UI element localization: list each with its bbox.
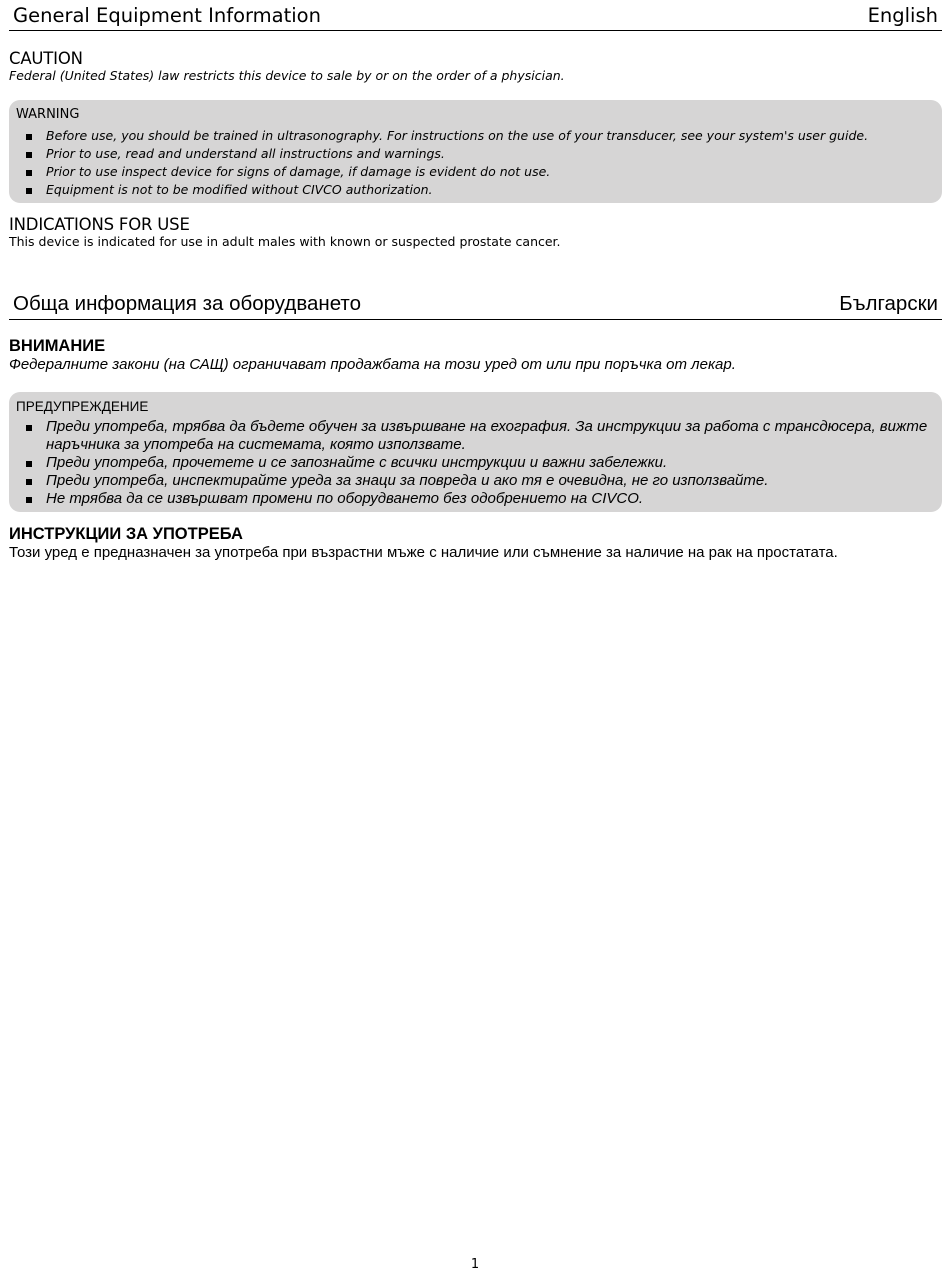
bulgarian-indications — [9, 525, 942, 561]
english-language-label: English — [867, 4, 938, 27]
english-warning-list — [16, 127, 932, 199]
bulgarian-caution-text: Федералните закони (на САЩ) ограничават продажбата на този уред от или при поръчка от лекар. — [9, 356, 736, 373]
list-item — [16, 127, 932, 145]
warning-text: Before use, you should be trained in ultrasonography. For instructions on the use of your transducer, see your system's user guide. — [46, 128, 869, 143]
bulgarian-warning-heading: ПРЕДУПРЕЖДЕНИЕ — [16, 399, 149, 414]
english-section — [9, 0, 942, 31]
bullet-icon — [26, 170, 32, 176]
english-caution — [9, 49, 942, 83]
warning-text: Преди употреба, инспектирайте уреда за знаци за повреда и ако тя е очевидна, не го използвайте. — [46, 472, 769, 489]
english-warning-box — [9, 100, 942, 203]
list-item — [16, 454, 932, 472]
english-header-title: General Equipment Information — [13, 4, 321, 27]
bulgarian-indications-heading: ИНСТРУКЦИИ ЗА УПОТРЕБА — [9, 525, 243, 543]
list-item — [16, 145, 932, 163]
page-number: 1 — [470, 1257, 480, 1272]
english-indications-heading: INDICATIONS FOR USE — [9, 215, 190, 234]
english-caution-heading: CAUTION — [9, 49, 83, 68]
bulgarian-caution — [9, 337, 942, 373]
english-caution-text: Federal (United States) law restricts this device to sale by or on the order of a physician. — [9, 68, 565, 83]
list-item — [16, 490, 932, 508]
english-header — [9, 0, 942, 31]
bulgarian-indications-text: Този уред е предназначен за употреба при възрастни мъже с наличие или съмнение за наличие на рак на простатата. — [9, 544, 838, 561]
warning-text: Не трябва да се извършват промени по оборудването без одобрението на CIVCO. — [46, 490, 644, 507]
bulgarian-header-title: Обща информация за оборудването — [13, 292, 361, 315]
bullet-icon — [26, 497, 32, 503]
warning-text: Equipment is not to be modified without CIVCO authorization. — [46, 182, 433, 197]
warning-text: Prior to use inspect device for signs of damage, if damage is evident do not use. — [46, 164, 551, 179]
bulgarian-caution-heading: ВНИМАНИЕ — [9, 337, 106, 355]
list-item — [16, 418, 932, 454]
list-item — [16, 181, 932, 199]
bulgarian-section — [9, 289, 942, 320]
warning-text: Преди употреба, прочетете и се запознайте с всички инструкции и важни забележки. — [46, 454, 668, 471]
english-indications-text: This device is indicated for use in adult males with known or suspected prostate cancer. — [9, 234, 561, 249]
english-warning-heading: WARNING — [16, 107, 80, 122]
bulgarian-language-label: Български — [839, 292, 938, 315]
bullet-icon — [26, 479, 32, 485]
warning-text: Преди употреба, трябва да бъдете обучен за извършване на ехография. За инструкции за работа с трансдюсера, вижте наръчника за употреба на системата, която използвате. — [46, 418, 928, 453]
bullet-icon — [26, 425, 32, 431]
warning-text: Prior to use, read and understand all instructions and warnings. — [46, 146, 445, 161]
list-item — [16, 163, 932, 181]
bullet-icon — [26, 134, 32, 140]
bullet-icon — [26, 461, 32, 467]
bulgarian-warning-box — [9, 392, 942, 512]
english-indications — [9, 215, 942, 249]
bullet-icon — [26, 188, 32, 194]
bulgarian-warning-list — [16, 418, 932, 508]
bulgarian-header — [9, 289, 942, 320]
bullet-icon — [26, 152, 32, 158]
list-item — [16, 472, 932, 490]
